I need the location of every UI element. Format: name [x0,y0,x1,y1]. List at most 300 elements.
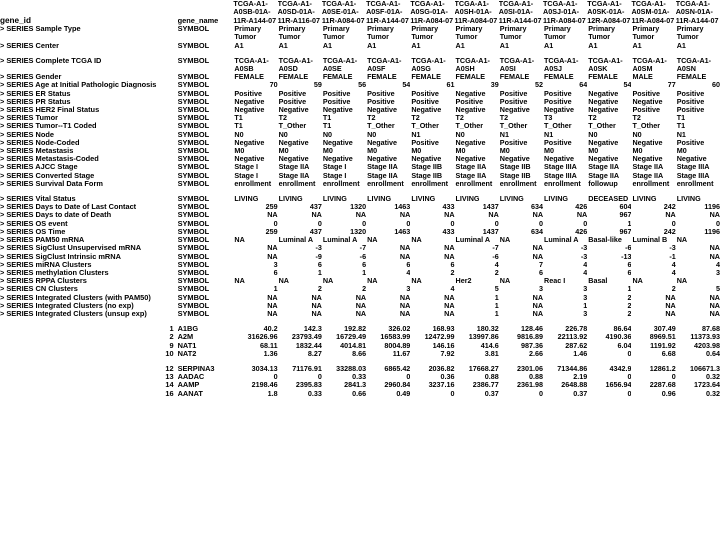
table-row[interactable] [0,172,720,180]
cell-r11-c4: Positive [411,138,439,147]
cell-r10-c10: N1 [676,130,686,139]
row-symbol-27: SYMBOL [177,277,210,286]
cell-r30-c0: NA [267,301,278,310]
gene-cell-r6-c2: 2841.3 [344,381,367,390]
cell-r26-c9: 4 [671,268,676,277]
cell-r18-c4: 433 [442,203,455,212]
cell-r22-c3: NA [367,236,378,245]
cell-r2-c4: TCGA-A1-A0SG [411,56,446,74]
gene-cell-r3-c9: 6.68 [661,349,676,358]
cell-r5-c3: Positive [367,89,395,98]
cell-r22-c5: Luminal A [455,236,491,245]
gene-cell-r0-c6: 128.46 [521,325,544,334]
row-symbol-0: SYMBOL [177,25,210,34]
cell-r23-c1: -3 [315,244,322,253]
cell-r24-c10: NA [709,252,720,261]
row-symbol-21: SYMBOL [177,227,210,236]
cell-r22-c0: NA [234,236,245,245]
cell-r24-c3: NA [399,252,411,261]
gene-cell-r3-c2: 8.66 [352,349,367,358]
cell-r26-c10: 3 [716,268,720,277]
cell-r13-c9: Negative [632,155,663,164]
row-symbol-9: SYMBOL [177,122,210,131]
gene-cell-r3-c6: 2.66 [529,349,544,358]
cell-r17-c4: LIVING [411,195,436,204]
gene-cell-r5-c0: 0 [273,373,278,382]
gene-id-cell-1: 2 [169,333,174,342]
gene-cell-r5-c9: 0 [671,373,676,382]
cell-r15-c10: Stage IIIA [676,171,710,180]
cell-r20-c6: 0 [539,219,544,228]
cell-r3-c7: FEMALE [544,73,574,82]
cell-r5-c1: Positive [278,89,307,98]
table-row[interactable] [0,285,720,293]
cell-r27-c3: NA [367,277,378,286]
cell-r25-c8: 6 [627,260,632,269]
gene-row[interactable] [0,350,720,358]
gene-name-cell-3: NAT2 [177,349,197,358]
row-label-22: > SERIES PAM50 mRNA [0,236,85,245]
row-symbol-15: SYMBOL [177,171,210,180]
gene-cell-r6-c8: 1656.94 [605,381,632,390]
cell-r25-c9: 4 [671,260,676,269]
cell-r8-c10: T1 [676,114,686,123]
cell-r21-c6: 634 [531,227,544,236]
cell-r21-c0: 259 [265,227,278,236]
cell-r16-c6: enrollment [499,179,537,188]
cell-r7-c0: Negative [234,106,265,115]
column-header-sample-2: TCGA-A1-A0SD-01A-11R-A116-07 [277,0,320,25]
cell-r16-c2: enrollment [322,179,360,188]
gene-cell-r0-c1: 142.3 [303,325,322,334]
cell-r7-c10: Positive [676,106,705,115]
table-row[interactable] [0,220,720,228]
cell-r14-c10: Stage IIIA [676,163,710,172]
cell-r1-c8: A1 [588,41,598,50]
cell-r25-c6: 7 [539,260,544,269]
row-label-13: > SERIES Metastasis-Coded [0,155,99,164]
table-row[interactable] [0,310,720,318]
cell-r21-c3: 1463 [394,227,411,236]
cell-r2-c9: TCGA-A1-A0SM [632,56,667,74]
cell-r5-c4: Positive [411,89,439,98]
cell-r18-c10: 1196 [704,203,720,212]
cell-r4-c8: 54 [623,81,632,90]
cell-r27-c5: Her2 [455,277,472,286]
cell-r24-c4: NA [444,252,455,261]
table-row[interactable] [0,122,720,130]
cell-r29-c6: NA [532,293,544,302]
gene-cell-r0-c9: 307.49 [653,325,676,334]
gene-cell-r6-c1: 2395.83 [295,381,322,390]
row-symbol-7: SYMBOL [177,106,210,115]
cell-r3-c2: FEMALE [322,73,353,82]
row-label-28: > SERIES CN Clusters [0,285,78,294]
cell-r2-c3: TCGA-A1-A0SF [367,56,402,74]
cell-r12-c5: M0 [455,147,466,156]
gene-id-cell-4: 12 [165,364,174,373]
cell-r10-c4: N1 [411,130,421,139]
gene-name-cell-4: SERPINA3 [177,364,215,373]
cell-r22-c7: Luminal A [544,236,579,245]
cell-r3-c6: FEMALE [499,73,530,82]
cell-r7-c1: Negative [278,106,309,115]
row-spacer [0,50,720,57]
cell-r7-c6: Negative [499,106,530,115]
gene-cell-r5-c2: 0.33 [352,373,367,382]
row-symbol-5: SYMBOL [177,89,210,98]
cell-r19-c10: NA [709,211,720,220]
gene-cell-r1-c6: 9816.89 [517,333,544,342]
cell-r23-c5: -7 [492,244,499,253]
gene-row[interactable] [0,342,720,350]
cell-r25-c1: 6 [317,260,322,269]
row-spacer [0,188,720,195]
gene-cell-r4-c10: 106671.3 [690,364,720,373]
cell-r30-c7: 1 [583,301,588,310]
table-row[interactable] [0,211,720,219]
gene-cell-r1-c5: 13997.86 [468,333,499,342]
cell-r31-c10: NA [709,309,720,318]
cell-r18-c7: 426 [575,203,588,212]
column-header-sample-6: TCGA-A1-A0SH-01A-11R-A084-07 [454,0,498,25]
gene-cell-r5-c8: 0 [627,373,632,382]
gene-id-cell-7: 16 [165,389,174,398]
gene-cell-r5-c6: 0.88 [529,373,544,382]
cell-r31-c8: 2 [627,309,632,318]
cell-r10-c7: N1 [544,130,554,139]
cell-r4-c5: 39 [490,81,499,90]
gene-cell-r4-c5: 17668.27 [468,364,499,373]
table-row[interactable] [0,253,720,261]
cell-r3-c0: FEMALE [234,73,264,82]
cell-r19-c0: NA [267,211,278,220]
gene-cell-r5-c7: 2.19 [573,373,588,382]
cell-r21-c4: 433 [442,227,455,236]
gene-id-cell-3: 10 [165,349,174,358]
cell-r26-c2: 1 [362,268,367,277]
row-label-21: > SERIES OS Time [0,227,66,236]
cell-r6-c8: Negative [588,97,619,106]
row-spacer [0,358,720,365]
table-row[interactable] [0,139,720,147]
cell-r0-c5: Primary Tumor [455,25,483,42]
cell-r19-c8: 967 [619,211,632,220]
row-symbol-6: SYMBOL [177,97,210,106]
gene-cell-r0-c3: 326.02 [388,325,411,334]
cell-r16-c9: enrollment [632,179,670,188]
cell-r2-c7: TCGA-A1-A0SJ [544,56,579,74]
table-row[interactable] [0,25,720,41]
cell-r18-c3: 1463 [394,203,411,212]
cell-r12-c10: M0 [676,147,687,156]
gene-row[interactable] [0,325,720,333]
cell-r10-c3: N0 [367,130,377,139]
table-row[interactable] [0,114,720,122]
gene-cell-r7-c3: 0.49 [396,389,411,398]
gene-cell-r7-c7: 0.37 [573,389,588,398]
table-row[interactable] [0,42,720,50]
cell-r0-c0: Primary Tumor [234,25,262,42]
row-label-16: > SERIES Survival Data Form [0,179,103,188]
gene-id-cell-2: 9 [169,341,174,350]
gene-cell-r7-c1: 0.33 [307,389,322,398]
row-symbol-8: SYMBOL [177,114,210,123]
cell-r29-c3: NA [399,293,411,302]
column-header-sample-5: TCGA-A1-A0SG-01A-11R-A084-07 [410,0,454,25]
cell-r25-c3: 6 [406,260,411,269]
cell-r14-c4: Stage IIB [411,163,443,172]
spacer-cell [0,188,720,195]
table-row[interactable] [0,57,720,73]
cell-r17-c2: LIVING [322,195,347,204]
cell-r19-c4: NA [444,211,455,220]
cell-r27-c7: Reac I [544,277,566,286]
cell-r5-c7: Positive [544,89,572,98]
cell-r24-c7: -3 [580,252,588,261]
cell-r30-c6: NA [532,301,544,310]
cell-r6-c9: Negative [632,97,663,106]
cell-r11-c2: Negative [322,138,353,147]
gene-cell-r4-c3: 6865.42 [384,364,411,373]
cell-r28-c4: 4 [450,285,455,294]
cell-r25-c2: 6 [362,260,367,269]
gene-cell-r0-c10: 87.68 [702,325,720,334]
gene-name-cell-0: A1BG [177,325,199,334]
cell-r9-c1: T_Other [278,122,307,131]
gene-cell-r2-c5: 414.6 [480,341,499,350]
cell-r11-c10: Positive [676,138,705,147]
cell-r8-c8: T2 [588,114,597,123]
table-row[interactable] [0,131,720,139]
gene-row[interactable] [0,365,720,373]
table-row[interactable] [0,81,720,89]
cell-r19-c6: NA [532,211,544,220]
column-header-sample-1: TCGA-A1-A0SB-01A-11R-A144-07 [233,0,277,25]
gene-cell-r4-c2: 33288.03 [336,364,367,373]
cell-r2-c10: TCGA-A1-A0SN [676,56,712,74]
cell-r16-c10: enrollment [676,179,714,188]
cell-r31-c3: NA [399,309,411,318]
cell-r21-c9: 242 [663,227,676,236]
table-row[interactable] [0,302,720,310]
row-label-20: > SERIES OS event [0,219,68,228]
table-row[interactable] [0,180,720,188]
table-row[interactable] [0,163,720,171]
cell-r15-c0: Stage I [234,171,258,180]
row-symbol-22: SYMBOL [177,236,210,245]
cell-r18-c1: 437 [309,203,322,212]
cell-r9-c6: T_Other [499,122,528,131]
gene-cell-r6-c5: 2386.77 [472,381,499,390]
cell-r5-c8: Negative [588,89,619,98]
table-row[interactable] [0,195,720,203]
cell-r25-c4: 6 [450,260,455,269]
row-symbol-13: SYMBOL [177,155,210,164]
cell-r2-c8: TCGA-A1-A0SK [588,56,623,74]
cell-r13-c10: Negative [676,155,707,164]
cell-r9-c4: T_Other [411,122,439,131]
row-symbol-19: SYMBOL [177,211,210,220]
cell-r3-c4: FEMALE [411,73,441,82]
cell-r15-c8: Stage IIA [588,171,620,180]
cell-r16-c7: enrollment [544,179,581,188]
row-symbol-11: SYMBOL [177,138,210,147]
gene-row[interactable] [0,390,720,398]
row-symbol-10: SYMBOL [177,130,210,139]
gene-cell-r6-c0: 2198.46 [251,381,278,390]
gene-cell-r0-c8: 86.64 [613,325,632,334]
cell-r30-c2: NA [355,301,367,310]
cell-r25-c10: 4 [716,260,720,269]
cell-r31-c9: NA [665,309,676,318]
cell-r30-c4: NA [444,301,455,310]
table-row[interactable] [0,269,720,277]
gene-id-cell-6: 14 [165,381,174,390]
cell-r29-c9: NA [665,293,676,302]
cell-r4-c7: 64 [579,81,588,90]
row-symbol-3: SYMBOL [177,73,210,82]
cell-r12-c9: M0 [632,147,643,156]
cell-r19-c7: NA [576,211,588,220]
cell-r14-c2: Stage I [322,163,347,172]
cell-r8-c0: T1 [234,114,243,123]
cell-r30-c8: 2 [627,301,632,310]
cell-r30-c10: NA [709,301,720,310]
cell-r2-c2: TCGA-A1-A0SE [322,56,358,74]
cell-r22-c9: Luminal B [632,236,668,245]
table-row[interactable] [0,203,720,211]
row-label-24: > SERIES SigClust Intrinsic mRNA [0,252,121,261]
cell-r24-c5: -6 [492,252,499,261]
gene-cell-r7-c0: 1.8 [267,389,278,398]
cell-r14-c8: Stage IIA [588,163,620,172]
gene-cell-r5-c1: 0 [317,373,322,382]
table-row[interactable] [0,294,720,302]
cell-r21-c10: 1196 [704,227,720,236]
cell-r6-c1: Positive [278,97,307,106]
cell-r28-c0: 1 [273,285,278,294]
cell-r31-c1: NA [311,309,322,318]
gene-row[interactable] [0,381,720,389]
column-header-gene-id: gene_id [0,16,31,26]
cell-r5-c5: Negative [455,89,486,98]
row-label-17: > SERIES Vital Status [0,195,76,204]
column-header-gene-name: gene_name [177,16,219,26]
cell-r14-c6: Stage IIB [499,163,531,172]
cell-r13-c7: Negative [544,155,574,164]
table-row[interactable] [0,261,720,269]
cell-r16-c8: followup [588,179,618,188]
cell-r12-c7: M0 [544,147,555,156]
cell-r6-c7: Positive [544,97,572,106]
gene-cell-r2-c8: 6.04 [617,341,632,350]
cell-r22-c4: NA [411,236,422,245]
column-header-sample-9: TCGA-A1-A0SK-01A-12R-A084-07 [587,0,631,25]
cell-r14-c7: Stage IIIA [544,163,577,172]
table-row[interactable] [0,98,720,106]
table-row[interactable] [0,277,720,285]
table-row[interactable] [0,236,720,244]
cell-r13-c2: Negative [322,155,353,164]
cell-r20-c1: 0 [317,219,322,228]
row-symbol-31: SYMBOL [177,309,210,318]
gene-cell-r0-c5: 180.32 [476,325,499,334]
gene-cell-r0-c2: 192.82 [344,325,367,334]
gene-cell-r2-c10: 4203.98 [694,341,720,350]
table-row[interactable] [0,73,720,81]
cell-r29-c7: 3 [583,293,588,302]
table-row[interactable] [0,106,720,114]
cell-r16-c0: enrollment [234,179,272,188]
gene-cell-r2-c1: 1832.44 [295,341,322,350]
cell-r8-c7: T3 [544,114,553,123]
row-symbol-17: SYMBOL [177,195,210,204]
table-row[interactable] [0,147,720,155]
cell-r26-c1: 1 [317,268,322,277]
cell-r10-c9: N0 [632,130,642,139]
gene-cell-r0-c0: 40.2 [263,325,278,334]
table-row[interactable] [0,228,720,236]
table-row[interactable] [0,155,720,163]
gene-cell-r7-c10: 0.32 [706,389,720,398]
cell-r3-c1: FEMALE [278,73,309,82]
cell-r11-c8: Negative [588,138,619,147]
cell-r27-c4: NA [411,277,422,286]
row-label-10: > SERIES Node [0,130,55,139]
gene-cell-r1-c7: 22113.92 [557,333,588,342]
spacer-cell [0,358,720,365]
gene-cell-r2-c9: 1191.92 [650,341,676,350]
cell-r2-c0: TCGA-A1-A0SB [234,56,269,74]
cell-r2-c6: TCGA-A1-A0SI [499,56,535,74]
cell-r11-c1: Negative [278,138,309,147]
table-row[interactable] [0,90,720,98]
cell-r3-c9: MALE [632,73,653,82]
cell-r31-c2: NA [355,309,367,318]
cell-r8-c3: T2 [367,114,376,123]
cell-r15-c3: Stage IIA [367,171,398,180]
row-label-23: > SERIES SigClust Unsupervised mRNA [0,244,142,253]
gene-row[interactable] [0,333,720,341]
cell-r24-c1: -9 [315,252,322,261]
cell-r4-c2: 56 [358,81,367,90]
gene-cell-r1-c1: 23793.49 [291,333,322,342]
cell-r27-c10: NA [676,277,688,286]
cell-r12-c4: M0 [411,147,422,156]
gene-row[interactable] [0,373,720,381]
cell-r2-c5: TCGA-A1-A0SH [455,56,490,74]
cell-r25-c0: 3 [273,260,278,269]
row-label-15: > SERIES Converted Stage [0,171,95,180]
cell-r8-c4: T2 [411,114,420,123]
cell-r4-c3: 54 [402,81,411,90]
cell-r5-c2: Positive [322,89,351,98]
cell-r14-c1: Stage IIA [278,163,310,172]
gene-cell-r2-c0: 68.11 [260,341,278,350]
gene-cell-r5-c4: 0.36 [440,373,455,382]
row-label-2: > SERIES Complete TCGA ID [0,56,102,65]
cell-r0-c2: Primary Tumor [322,25,350,42]
cell-r13-c8: Negative [588,155,619,164]
cell-r15-c7: Stage IIIA [544,171,577,180]
table-row[interactable] [0,244,720,252]
gene-cell-r2-c4: 146.16 [432,341,455,350]
cell-r9-c3: T_Other [367,122,395,131]
cell-r12-c2: M0 [322,147,333,156]
cell-r1-c9: A1 [632,41,642,50]
cell-r20-c5: 0 [494,219,499,228]
